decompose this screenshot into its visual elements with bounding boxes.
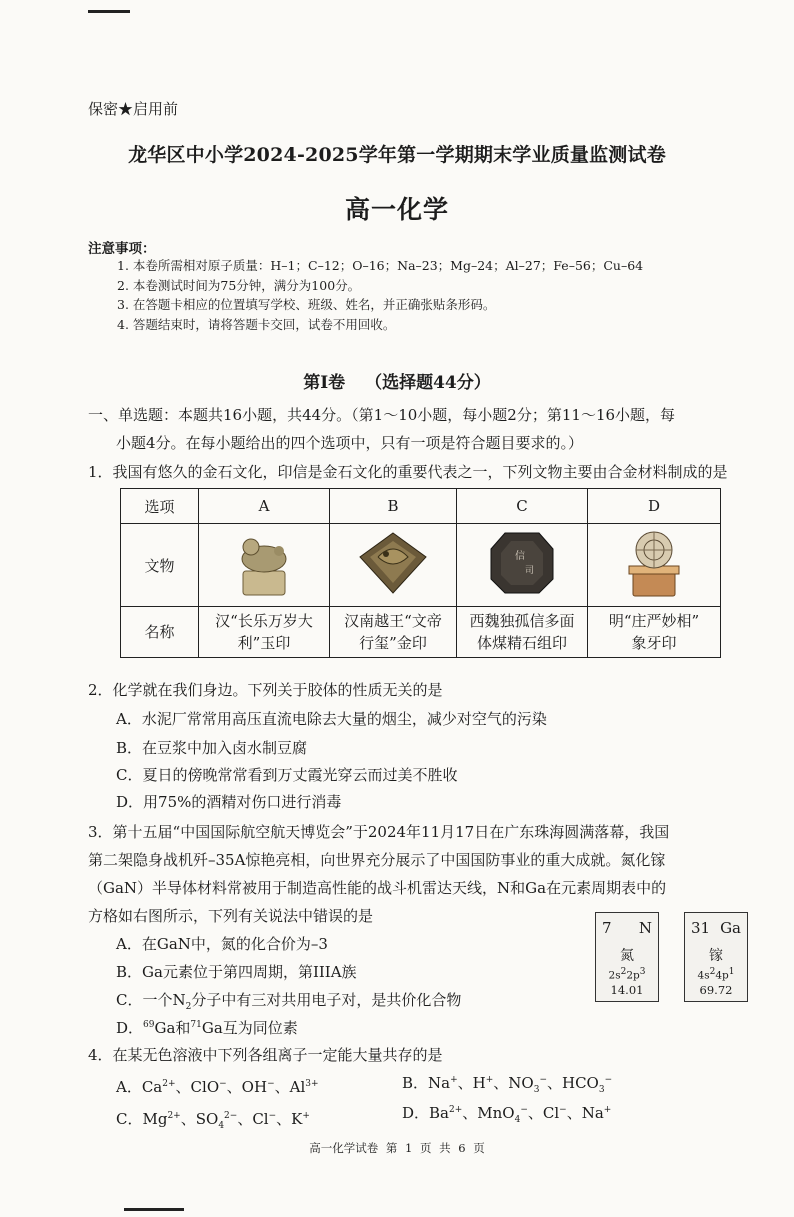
part1-instructions-line1: 一、单选题：本题共16小题，共44分。（第1～10小题，每小题2分；第11～16小题，每 xyxy=(88,406,676,424)
page-footer: 高一化学试卷 第 1 页 共 6 页 xyxy=(309,1141,485,1155)
artifact-photo-ivory-seal xyxy=(588,524,721,607)
element-card-nitrogen: 7 N 氮 $2s^22p^3$ 14.01 xyxy=(595,912,659,1002)
note-item: 2. 本卷测试时间为75分钟，满分为100分。 xyxy=(117,277,361,293)
q4-stem: 4．在某无色溶液中下列各组离子一定能大量共存的是 xyxy=(88,1046,443,1064)
scan-mark-top xyxy=(88,10,130,13)
q3-stem-line2: 第二架隐身战机歼–35A惊艳亮相，向世界充分展示了中国国防事业的重大成就。氮化镓 xyxy=(88,851,666,869)
q3-option-b: B．Ga元素位于第四周期，第IIIA族 xyxy=(116,963,357,981)
q3-option-a: A．在GaN中，氮的化合价为–3 xyxy=(116,935,328,953)
artifact-name-d: 明“庄严妙相” 象牙印 xyxy=(588,607,721,658)
element-card-gallium: 31 Ga 镓 $4s^24p^1$ 69.72 xyxy=(684,912,748,1002)
notes-list xyxy=(117,256,643,334)
option-c-header: C xyxy=(457,489,588,524)
q3-stem-line1: 3．第十五届“中国国际航空航天博览会”于2024年11月17日在广东珠海圆满落幕，我国 xyxy=(88,823,670,841)
artifact-photo-gold-seal xyxy=(330,524,457,607)
note-item: 4. 答题结束时，请将答题卡交回，试卷不用回收。 xyxy=(117,316,396,332)
q4-option-a: A．$Ca^{2+}$、ClO−、OH−、$Al^{3+}$ xyxy=(116,1078,319,1096)
q1-stem: 1．我国有悠久的金石文化，印信是金石文化的重要代表之一，下列文物主要由合金材料制成的是 xyxy=(88,463,728,481)
q2-option-a: A．水泥厂常常用高压直流电除去大量的烟尘，减少对空气的污染 xyxy=(116,710,547,728)
scan-mark-bottom xyxy=(124,1208,184,1211)
option-b-header: B xyxy=(330,489,457,524)
option-a-header: A xyxy=(199,489,330,524)
subject-title: 高一化学 xyxy=(344,195,449,224)
svg-text:信: 信 xyxy=(515,551,525,562)
q2-option-d: D．用75%的酒精对伤口进行消毒 xyxy=(116,793,342,811)
part1-instructions-line2: 小题4分。在每小题给出的四个选项中，只有一项是符合题目要求的。） xyxy=(116,434,584,452)
q4-option-b: B．Na+、H+、$NO_3^-$、$HCO_3^-$ xyxy=(402,1074,613,1095)
q3-stem-line4: 方格如右图所示，下列有关说法中错误的是 xyxy=(88,907,374,925)
section-heading: 第Ⅰ卷 （选择题44分） xyxy=(303,373,491,393)
note-item: 1. 本卷所需相对原子质量：H–1；C–12；O–16；Na–23；Mg–24；Al–27；Fe–56；Cu–64 xyxy=(117,258,644,273)
q2-option-c: C．夏日的傍晚常常看到万丈霞光穿云而过美不胜收 xyxy=(116,766,458,784)
notes-heading: 注意事项： xyxy=(88,241,156,257)
q2-option-b: B．在豆浆中加入卤水制豆腐 xyxy=(116,739,308,757)
table-header-label: 选项 xyxy=(121,489,199,524)
photo-row-label: 文物 xyxy=(121,524,199,607)
q1-artifact-table xyxy=(120,488,721,658)
q2-stem: 2．化学就在我们身边。下列关于胶体的性质无关的是 xyxy=(88,681,443,699)
q3-option-c: C．一个$N_2$分子中有三对共用电子对，是共价化合物 xyxy=(116,991,462,1012)
artifact-name-c: 西魏独孤信多面 体煤精石组印 xyxy=(457,607,588,658)
name-row-label: 名称 xyxy=(121,607,199,658)
svg-text:司: 司 xyxy=(525,566,535,576)
artifact-photo-coal-seal xyxy=(457,524,588,607)
option-d-header: D xyxy=(588,489,721,524)
confidential-label: 保密★启用前 xyxy=(88,100,179,118)
q4-option-d: D．$Ba^{2+}$、MnO$_4$−、Cl−、Na+ xyxy=(402,1104,612,1125)
note-item: 3. 在答题卡相应的位置填写学校、班级、姓名，并正确张贴条形码。 xyxy=(117,297,496,312)
q4-option-c: C．$Mg^{2+}$、$SO_4^{2-}$、Cl−、K+ xyxy=(116,1110,310,1131)
artifact-name-b: 汉南越王“文帝 行玺”金印 xyxy=(330,607,457,658)
q3-option-d: D．$^{69}$Ga和$^{71}$Ga互为同位素 xyxy=(116,1019,298,1037)
artifact-photo-jade-seal xyxy=(199,524,330,607)
q3-stem-line3: （GaN）半导体材料常被用于制造高性能的战斗机雷达天线，N和Ga在元素周期表中的 xyxy=(88,879,667,897)
exam-title: 龙华区中小学2024-2025学年第一学期期末学业质量监测试卷 xyxy=(128,144,666,166)
artifact-name-a: 汉“长乐万岁大 利”玉印 xyxy=(199,607,330,658)
